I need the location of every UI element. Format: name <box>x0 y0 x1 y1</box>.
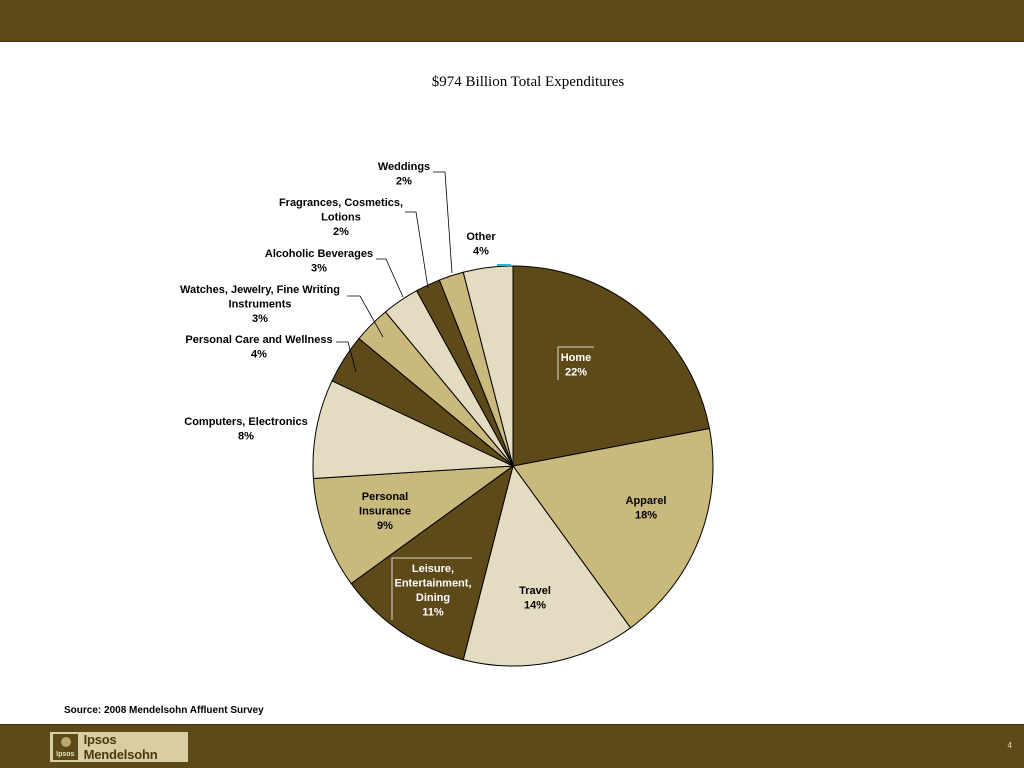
slice-name-line: Entertainment, <box>394 577 472 590</box>
slice-name-line: Lotions <box>321 211 361 224</box>
logo-mark-text: Ipsos <box>56 751 75 758</box>
slice-percent: 2% <box>333 226 349 238</box>
slice-name-line: Home <box>560 352 592 364</box>
slice-percent: 3% <box>252 313 268 325</box>
slice-label-6 <box>185 334 332 361</box>
slice-name-line: Other <box>466 231 496 243</box>
slice-percent: 3% <box>311 262 327 275</box>
slice-percent: 9% <box>377 520 393 532</box>
slice-percent: 2% <box>396 175 412 188</box>
source-note: Source: 2008 Mendelsohn Affluent Survey <box>64 705 264 716</box>
slice-name-line: Fragrances, Cosmetics, <box>278 197 404 209</box>
slice-percent: 22% <box>564 366 588 379</box>
slice-label-11 <box>466 231 496 258</box>
slice-name-line: Watches, Jewelry, Fine Writing <box>180 284 340 296</box>
slice-name-line: Travel <box>519 585 551 597</box>
slice-label-8 <box>265 248 373 275</box>
slice-name-line: Leisure, <box>411 563 455 575</box>
slice-name-line: Personal Care and Wellness <box>185 334 333 346</box>
slice-name-line: Weddings <box>377 161 431 173</box>
logo-text: Ipsos Mendelsohn <box>83 732 158 762</box>
slice-label-9 <box>279 197 403 238</box>
slice-percent: 4% <box>251 348 267 361</box>
ipsos-logo-icon <box>53 734 78 760</box>
slice-name-line: Personal <box>361 491 409 503</box>
slice-percent: 18% <box>634 509 658 522</box>
slice-name-line: Instruments <box>228 298 292 311</box>
slice-name-line: Apparel <box>625 495 667 507</box>
leader-line-10 <box>433 172 452 273</box>
slice-name-line: Insurance <box>359 505 411 518</box>
slice-label-5 <box>184 416 307 443</box>
slice-name-line: Computers, Electronics <box>184 416 308 428</box>
leader-line-9 <box>405 212 428 288</box>
ipsos-mendelsohn-logo <box>50 732 188 762</box>
leader-line-8 <box>376 259 403 297</box>
slice-percent: 4% <box>473 245 489 258</box>
slice-label-10 <box>378 161 430 188</box>
slice-percent: 14% <box>523 599 547 612</box>
slice-percent: 8% <box>238 430 254 443</box>
bottom-band <box>0 724 1024 768</box>
slice-percent: 11% <box>422 606 444 619</box>
page-number: 4 <box>1007 741 1012 750</box>
chart-title: $974 Billion Total Expenditures <box>431 74 625 90</box>
slice-name-line: Dining <box>415 592 451 604</box>
slice-name-line: Alcoholic Beverages <box>264 248 374 260</box>
slice-label-7 <box>180 284 340 325</box>
